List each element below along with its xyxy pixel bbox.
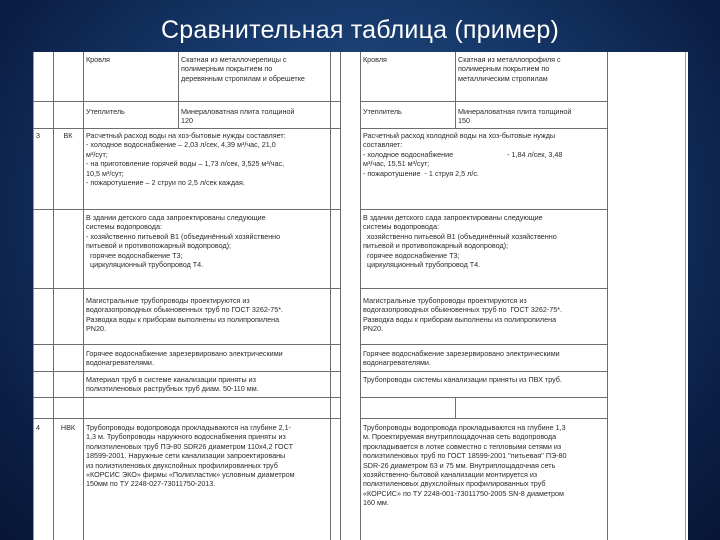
row-divider xyxy=(360,371,607,372)
left-row-text: Магистральные трубопроводы проектируются из водогазопроводных обыкновенных труб по ГОСТ 3262-75*. Разводка воды к приборам выполнены из полипропилена PN20. xyxy=(86,296,284,334)
row-divider xyxy=(33,101,340,102)
table-left-edge xyxy=(33,52,34,540)
right-row-text: В здании детского сада запроектированы следующие системы водопровода: хозяйственно питьевой В1 (объединённый хозяйственно питьевой и противопожарный водопровод); горячее водоснабжение Т3; циркуляционный трубопровод Т4. xyxy=(363,213,557,270)
section-number: 4 xyxy=(36,423,40,432)
left-row-text: В здании детского сада запроектированы следующие системы водопровода: - хозяйственно питьевой В1 (объединённый хозяйственно питьевой и противопожарный водопровод); горячее водоснабжение Т3; циркуляционный трубопровод Т4. xyxy=(86,213,281,270)
slide-title: Сравнительная таблица (пример) xyxy=(160,16,559,44)
left-row-text: Расчетный расход воды на хоз-бытовые нужды составляет: - холодное водоснабжение – 2,03 л/сек, 4,39 м³/час, 21,0 м³/сут; - на приготовление горячей воды – 1,73 л/сек, 3,525 м³/час, 10,5 м³/сут; - пожаротушение – 2 струи по 2,5 л/сек каждая. xyxy=(86,131,286,188)
row-divider xyxy=(360,209,607,210)
row-divider xyxy=(360,288,607,289)
col-divider xyxy=(607,52,608,540)
row-divider xyxy=(360,344,607,345)
row-divider xyxy=(33,128,340,129)
section-code: ВК xyxy=(63,131,73,140)
comparison-table xyxy=(33,52,688,540)
row-divider xyxy=(33,209,340,210)
row-divider xyxy=(33,288,340,289)
col-divider xyxy=(455,397,456,419)
row-divider xyxy=(360,101,607,102)
right-row-text: Магистральные трубопроводы проектируются из водогазопроводных обыкновенных труб по ГОСТ 3262-75*. Разводка воды к приборам выполнены из полипропилена PN20. xyxy=(363,296,563,334)
right-row-text: Минераловатная плита толщиной 150 xyxy=(458,107,572,126)
row-divider xyxy=(33,418,340,419)
section-number: 3 xyxy=(36,131,40,140)
left-row-text: Минераловатная плита толщиной 120 xyxy=(181,107,295,126)
left-row-label: Утеплитель xyxy=(86,107,125,116)
section-code: НВК xyxy=(60,423,76,432)
right-row-text: Горячее водоснабжение зарезервировано электрическими водонагревателями. xyxy=(363,349,560,368)
left-row-text: Трубопроводы водопровода прокладываются на глубине 2,1- 1,3 м. Трубопроводы наружного водоснабжения приняты из полиэтиленовых труб ПЭ-80 SDR26 диаметром 110х4,2 ГОСТ 18599-2001. Наружные сети канализации запроектированы из полиэтиленовых двухслойных профилированных труб «КОРСИС ЭКО» фирмы «Полипластик» условным диаметром 150мм по ТУ 2248-027-73011750-2013. xyxy=(86,423,295,489)
row-divider xyxy=(33,397,340,398)
col-divider xyxy=(340,52,341,540)
left-row-text: Горячее водоснабжение зарезервировано электрическими водонагревателями. xyxy=(86,349,283,368)
col-divider xyxy=(53,52,54,540)
row-divider xyxy=(33,344,340,345)
row-divider xyxy=(360,397,607,398)
right-row-text: Трубопроводы водопровода прокладываются на глубине 1,3 м. Проектируемая внутриплощадочная сеть водопровода прокладывается в лотке совместно с тепловыми сетями из полиэтиленовых труб по ГОСТ 18599-2001 "питьевая" ПЭ-80 SDR-26 диаметром 63 и 75 мм. Внутриплощадочная сеть хозяйственно-бытовой канализации монтируется из полиэтиленовых двухслойных профилированных труб «КОРСИС» по ТУ 2248-001-73011750-2005 SN-8 диаметром 160 мм. xyxy=(363,423,567,508)
right-row-label: Утеплитель xyxy=(363,107,402,116)
table-right-edge xyxy=(685,52,686,540)
col-divider xyxy=(330,52,331,540)
right-row-text: Скатная из металлопрофиля с полимерным покрытием по металлическим стропилам xyxy=(458,55,561,83)
left-row-label: Кровля xyxy=(86,55,110,64)
right-row-text: Трубопроводы системы канализации приняты из ПВХ труб. xyxy=(363,375,562,384)
left-row-text: Скатная из металлочерепицы с полимерным покрытием по деревянным стропилам и обрешетке xyxy=(181,55,305,83)
row-divider xyxy=(360,418,607,419)
right-row-label: Кровля xyxy=(363,55,387,64)
row-divider xyxy=(360,128,607,129)
row-divider xyxy=(33,371,340,372)
left-row-text: Материал труб в системе канализации приняты из полиэтиленовых раструбных труб диам. 50-110 мм. xyxy=(86,375,259,394)
right-row-text: Расчетный расход холодной воды на хоз-бытовые нужды составляет: - холодное водоснабжение - 1,84 л/сек, 3,48 м³/час, 15,51 м³/сут; - пожаротушение - 1 струя 2,5 л/с. xyxy=(363,131,563,178)
